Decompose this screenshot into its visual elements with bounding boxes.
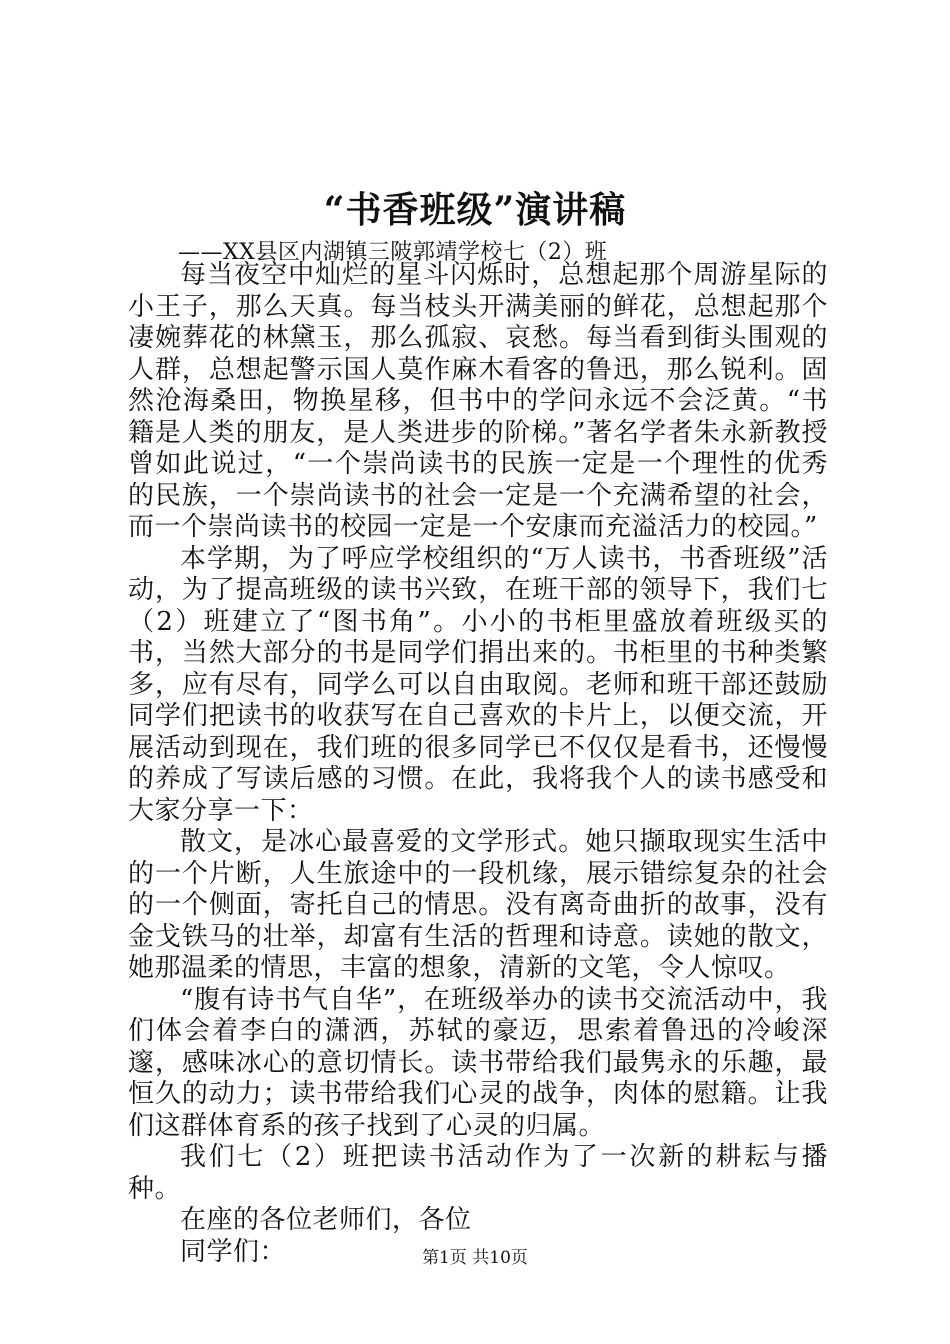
paragraph: “腹有诗书气自华”，在班级举办的读书交流活动中，我们体会着李白的潇洒，苏轼的豪迈，思索着鲁迅的冷峻深邃，感味冰心的意切情长。读书带给我们最隽永的乐趣，最恒久的动力；读书带给我们心灵的战争，肉体的慰籍。让我们这群体育系的孩子找到了心灵的归属。 <box>128 984 828 1141</box>
paragraph: 本学期，为了呼应学校组织的“万人读书，书香班级”活动，为了提高班级的读书兴致，在班干部的领导下，我们七（2）班建立了“图书角”。小小的书柜里盛放着班级买的书，当然大部分的书是同学们捐出来的。书柜里的书种类繁多，应有尽有，同学么可以自由取阅。老师和班干部还鼓励同学们把读书的收获写在自己喜欢的卡片上，以便交流，开展活动到现在，我们班的很多同学已不仅仅是看书，还慢慢的养成了写读后感的习惯。在此，我将我个人的读书感受和大家分享一下： <box>128 543 828 826</box>
paragraph: 在座的各位老师们，各位 <box>180 1205 472 1235</box>
document-subtitle: ——XX县区内湖镇三陂郭靖学校七（2）班 <box>178 240 608 265</box>
paragraph: 同学们： <box>180 1236 287 1267</box>
paragraph: 散文，是冰心最喜爱的文学形式。她只撷取现实生活中的一个片断，人生旅途中的一段机缘，展示错综复杂的社会的一个侧面，寄托自己的情思。没有离奇曲折的故事，没有金戈铁马的壮举，却富有生活的哲理和诗意。读她的散文，她那温柔的情思，丰富的想象，清新的文笔，令人惊叹。 <box>128 827 828 983</box>
paragraph: 我们七（2）班把读书活动作为了一次新的耕耘与播种。 <box>128 1142 828 1204</box>
document-title: “书香班级”演讲稿 <box>323 189 627 231</box>
paragraph: 每当夜空中灿烂的星斗闪烁时，总想起那个周游星际的小王子，那么天真。每当枝头开满美丽的鲜花，总想起那个凄婉葬花的林黛玉，那么孤寂、哀愁。每当看到街头围观的人群，总想起警示国人莫作麻木看客的鲁迅，那么锐利。固然沧海桑田，物换星移，但书中的学问永远不会泛黄。“书籍是人类的朋友，是人类进步的阶梯。”著名学者朱永新教授曾如此说过，“一个崇尚读书的民族一定是一个理性的优秀的民族，一个崇尚读书的社会一定是一个充满希望的社会，而一个崇尚读书的校园一定是一个安康而充溢活力的校园。” <box>128 260 828 542</box>
document-body <box>128 260 828 1268</box>
page-number-footer: 第1页 共10页 <box>422 1248 528 1268</box>
